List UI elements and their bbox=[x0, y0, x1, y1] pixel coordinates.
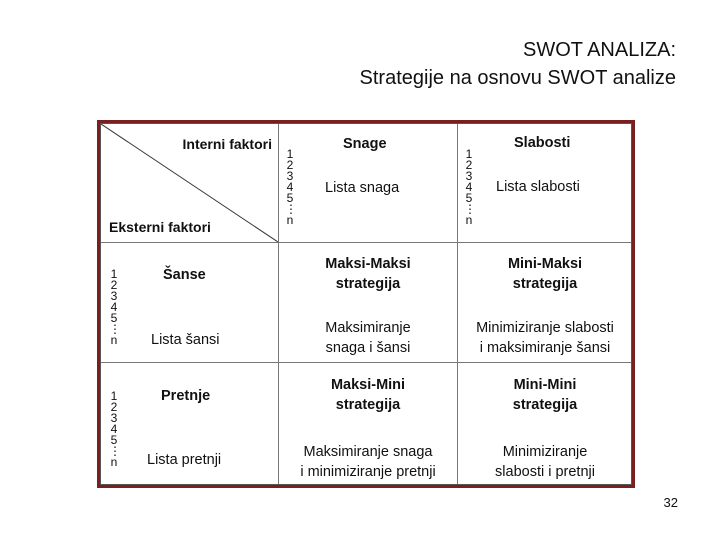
wo-strategy-desc-1: Minimiziranje slabosti bbox=[476, 320, 614, 336]
opportunities-cell bbox=[101, 243, 278, 362]
title-line-2: Strategije na osnovu SWOT analize bbox=[359, 67, 676, 89]
opportunities-header: Šanse bbox=[163, 267, 206, 283]
threats-header: Pretnje bbox=[161, 388, 211, 404]
internal-factors-label: Interni faktori bbox=[182, 136, 272, 152]
swot-matrix-frame bbox=[97, 120, 635, 488]
wt-strategy-subtitle: strategija bbox=[512, 397, 578, 413]
threats-cell bbox=[101, 363, 278, 484]
wt-strategy-title: Mini-Mini bbox=[513, 377, 577, 393]
slide-title bbox=[360, 36, 676, 92]
strengths-list: Lista snaga bbox=[325, 180, 400, 196]
so-strategy-title: Maksi-Maksi bbox=[325, 256, 411, 272]
st-strategy-title: Maksi-Mini bbox=[330, 377, 406, 393]
strengths-cell bbox=[279, 124, 457, 242]
st-strategy-subtitle: strategija bbox=[335, 397, 401, 413]
so-strategy-subtitle: strategija bbox=[335, 276, 401, 292]
weaknesses-numbers: 1 2 3 4 5 ⋮ n bbox=[464, 147, 476, 227]
weaknesses-cell bbox=[458, 124, 632, 242]
external-factors-label: Eksterni faktori bbox=[109, 219, 211, 235]
st-strategy-desc-2: i minimiziranje pretnji bbox=[300, 464, 436, 480]
st-strategy-cell bbox=[279, 363, 457, 484]
opportunities-numbers: 1 2 3 4 5 ⋮ n bbox=[109, 267, 121, 347]
wo-strategy-subtitle: strategija bbox=[512, 276, 578, 292]
weaknesses-list: Lista slabosti bbox=[496, 179, 580, 195]
wt-strategy-cell bbox=[458, 363, 632, 484]
threats-numbers: 1 2 3 4 5 ⋮ n bbox=[109, 389, 121, 469]
so-strategy-desc-2: snaga i šansi bbox=[325, 340, 411, 356]
wo-strategy-desc-2: i maksimiranje šansi bbox=[479, 340, 611, 356]
corner-cell bbox=[101, 124, 278, 242]
title-line-1: SWOT ANALIZA: bbox=[523, 39, 676, 61]
strengths-header: Snage bbox=[343, 136, 387, 152]
wt-strategy-desc-1: Minimiziranje bbox=[502, 444, 588, 460]
threats-list: Lista pretnji bbox=[147, 452, 222, 468]
wo-strategy-cell bbox=[458, 243, 632, 362]
wt-strategy-desc-2: slabosti i pretnji bbox=[495, 464, 595, 480]
wo-strategy-title: Mini-Maksi bbox=[507, 256, 583, 272]
page-number: 32 bbox=[663, 495, 678, 510]
strengths-numbers: 1 2 3 4 5 ⋮ n bbox=[285, 147, 297, 227]
st-strategy-desc-1: Maksimiranje snaga bbox=[303, 444, 433, 460]
weaknesses-header: Slabosti bbox=[514, 135, 571, 151]
swot-matrix bbox=[100, 123, 632, 485]
so-strategy-cell bbox=[279, 243, 457, 362]
opportunities-list: Lista šansi bbox=[151, 332, 220, 348]
so-strategy-desc-1: Maksimiranje bbox=[325, 320, 411, 336]
